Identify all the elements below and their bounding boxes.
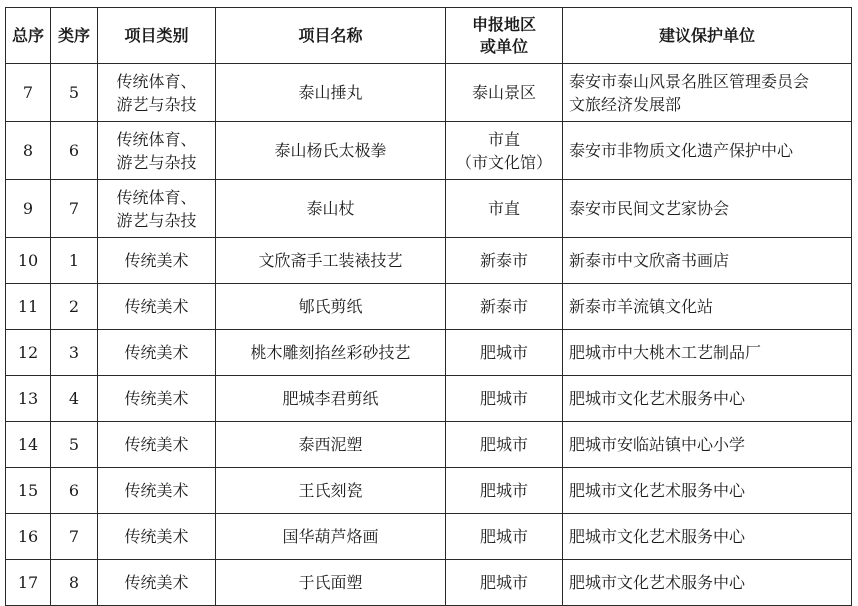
cell-category-seq: 7	[51, 180, 98, 238]
cell-category-seq: 3	[51, 330, 98, 376]
header-protection-unit: 建议保护单位	[563, 8, 852, 64]
cell-project-category: 传统美术	[98, 514, 216, 560]
cell-category-seq: 5	[51, 64, 98, 122]
cell-category-seq: 7	[51, 514, 98, 560]
cell-declaring-region: 市直	[446, 180, 563, 238]
table-row	[6, 468, 852, 514]
cell-protection-unit: 肥城市文化艺术服务中心	[563, 376, 852, 422]
cell-project-name: 于氏面塑	[216, 560, 446, 606]
cell-declaring-region: 肥城市	[446, 560, 563, 606]
cell-project-name: 泰山杖	[216, 180, 446, 238]
cell-protection-unit: 肥城市文化艺术服务中心	[563, 514, 852, 560]
cell-category-seq: 5	[51, 422, 98, 468]
cell-declaring-region: 肥城市	[446, 422, 563, 468]
cell-declaring-region: 新泰市	[446, 284, 563, 330]
cell-project-category: 传统美术	[98, 284, 216, 330]
cell-project-category: 传统美术	[98, 422, 216, 468]
cell-project-category: 传统美术	[98, 376, 216, 422]
header-total-seq: 总序	[6, 8, 51, 64]
cell-category-seq: 6	[51, 468, 98, 514]
cell-declaring-region: 新泰市	[446, 238, 563, 284]
table-row	[6, 64, 852, 122]
table-row	[6, 330, 852, 376]
header-project-category: 项目类别	[98, 8, 216, 64]
table-row	[6, 180, 852, 238]
cell-protection-unit: 肥城市安临站镇中心小学	[563, 422, 852, 468]
cell-total-seq: 7	[6, 64, 51, 122]
header-category-seq: 类序	[51, 8, 98, 64]
cell-project-name: 王氏刻瓷	[216, 468, 446, 514]
cell-category-seq: 2	[51, 284, 98, 330]
cell-protection-unit: 新泰市羊流镇文化站	[563, 284, 852, 330]
table-row	[6, 238, 852, 284]
cell-project-name: 肥城李君剪纸	[216, 376, 446, 422]
cell-total-seq: 13	[6, 376, 51, 422]
cell-project-category: 传统美术	[98, 560, 216, 606]
cell-project-category: 传统美术	[98, 330, 216, 376]
cell-protection-unit: 泰安市非物质文化遗产保护中心	[563, 122, 852, 180]
header-project-name: 项目名称	[216, 8, 446, 64]
cell-project-name: 郇氏剪纸	[216, 284, 446, 330]
cell-protection-unit: 肥城市文化艺术服务中心	[563, 468, 852, 514]
cell-declaring-region: 市直 （市文化馆）	[446, 122, 563, 180]
cell-project-name: 泰西泥塑	[216, 422, 446, 468]
cell-category-seq: 4	[51, 376, 98, 422]
cell-category-seq: 6	[51, 122, 98, 180]
table-row	[6, 376, 852, 422]
cell-protection-unit: 肥城市文化艺术服务中心	[563, 560, 852, 606]
cell-project-name: 泰山杨氏太极拳	[216, 122, 446, 180]
cell-total-seq: 10	[6, 238, 51, 284]
cell-total-seq: 14	[6, 422, 51, 468]
cell-total-seq: 12	[6, 330, 51, 376]
cell-declaring-region: 肥城市	[446, 514, 563, 560]
cell-project-category: 传统体育、 游艺与杂技	[98, 180, 216, 238]
cell-protection-unit: 泰安市民间文艺家协会	[563, 180, 852, 238]
cell-total-seq: 9	[6, 180, 51, 238]
cell-project-category: 传统美术	[98, 238, 216, 284]
cell-protection-unit: 新泰市中文欣斋书画店	[563, 238, 852, 284]
cell-total-seq: 17	[6, 560, 51, 606]
cell-category-seq: 8	[51, 560, 98, 606]
cell-declaring-region: 肥城市	[446, 376, 563, 422]
table-row	[6, 122, 852, 180]
cell-project-name: 泰山捶丸	[216, 64, 446, 122]
table-row	[6, 514, 852, 560]
cell-total-seq: 15	[6, 468, 51, 514]
table-row	[6, 422, 852, 468]
cell-protection-unit: 肥城市中大桃木工艺制品厂	[563, 330, 852, 376]
header-declaring-region: 申报地区 或单位	[446, 8, 563, 64]
cell-project-category: 传统体育、 游艺与杂技	[98, 64, 216, 122]
cell-declaring-region: 肥城市	[446, 330, 563, 376]
cell-declaring-region: 泰山景区	[446, 64, 563, 122]
cell-project-name: 文欣斋手工装裱技艺	[216, 238, 446, 284]
cell-project-name: 桃木雕刻掐丝彩砂技艺	[216, 330, 446, 376]
table-row	[6, 284, 852, 330]
cell-protection-unit: 泰安市泰山风景名胜区管理委员会 文旅经济发展部	[563, 64, 852, 122]
cell-project-name: 国华葫芦烙画	[216, 514, 446, 560]
cell-total-seq: 11	[6, 284, 51, 330]
cell-project-category: 传统体育、 游艺与杂技	[98, 122, 216, 180]
heritage-project-table	[5, 7, 852, 606]
table-row	[6, 560, 852, 606]
cell-category-seq: 1	[51, 238, 98, 284]
cell-total-seq: 8	[6, 122, 51, 180]
cell-declaring-region: 肥城市	[446, 468, 563, 514]
cell-total-seq: 16	[6, 514, 51, 560]
table-header-row	[6, 8, 852, 64]
cell-project-category: 传统美术	[98, 468, 216, 514]
